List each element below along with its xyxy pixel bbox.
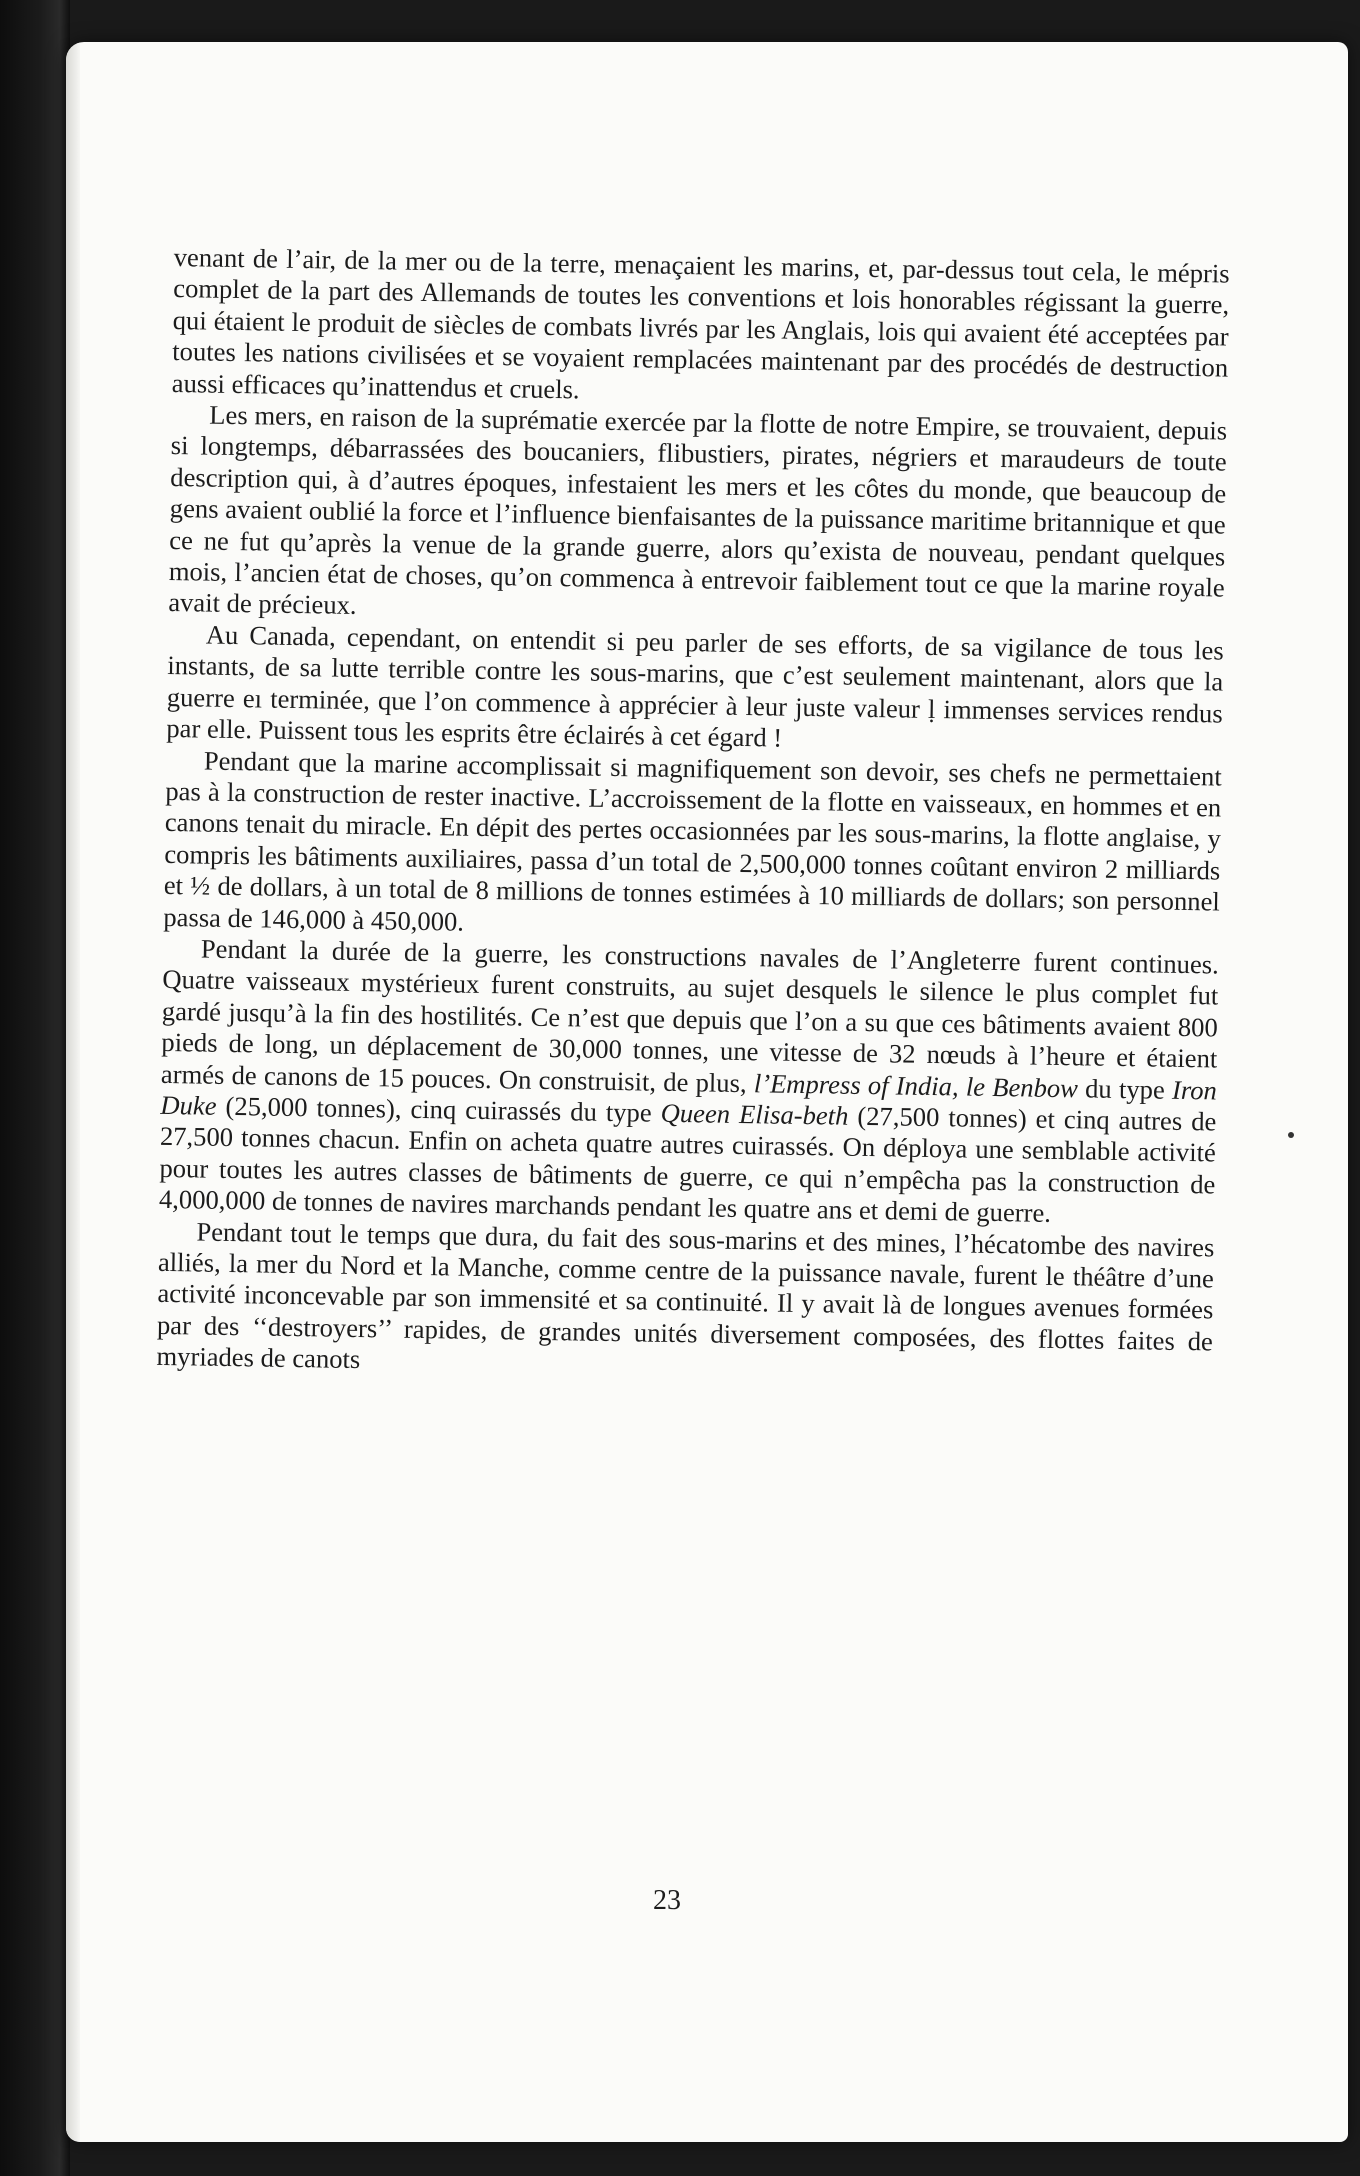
paragraph (163, 744, 1222, 949)
text-segment: (25,000 tonnes), cinq cuirassés du type (216, 1090, 661, 1128)
text-segment: Au Canada, cependant, on entendit si peu parler de ses efforts, de sa vigilance de tous les instants, de sa lutte terrible contre les sous-marins, que c’est seulement maintenant, alors que la guerre eı terminée, que l’on commence à apprécier à leur juste valeur ḷ immenses services rendus par elle. Puissent tous les esprits être éclairés à cet égard ! (166, 619, 1224, 753)
page-binding-edge (66, 42, 80, 2142)
paragraph (156, 1215, 1214, 1389)
text-segment: Pendant que la marine accomplissait si magnifiquement son devoir, ses chefs ne permettaient pas à la construction de rester inactive. L’accroissement de la flotte en vaisseaux, en hommes et en canons tenait du miracle. En dépit des pertes occasionnées par les sous-marins, la flotte anglaise, y compris les bâtiments auxiliaires, passa d’un total de 2,500,000 tonnes coûtant environ 2 milliards et ½ de dollars, à un total de 8 millions de tonnes estimées à 10 milliards de dollars; son personnel passa de 146,000 à 450,000. (163, 745, 1222, 937)
text-segment: Pendant tout le temps que dura, du fait des sous-marins et des mines, l’hécatombe des navires alliés, la mer du Nord et la Manche, comme centre de la puissance navale, furent le théâtre d’une activité inconcevable par son immensité et sa continuité. Il y avait là de longues avenues formées par des ‘‘destroyers’’ rapides, de grandes unités diversement composées, des flottes faites de myriades de canots (156, 1216, 1215, 1375)
paragraph (168, 399, 1227, 635)
italic-text-segment: Queen Elisa-beth (660, 1097, 849, 1131)
body-text (156, 242, 1230, 1389)
ink-speck (1288, 1132, 1294, 1138)
italic-text-segment: l’Empress of India, le Benbow (753, 1067, 1079, 1103)
page-number: 23 (653, 1885, 681, 1916)
text-segment: Les mers, en raison de la suprématie exercée par la flotte de notre Empire, se trouvaient, depuis si longtemps, débarrassées des boucaniers, flibustiers, pirates, négriers et maraudeurs de toute description qui, à d’autres époques, infestaient les mers et les côtes du monde, que beaucoup de gens avaient oublié la force et l’influence bienfaisantes de la puissance maritime britannique et que ce ne fut qu’après la venue de la grande guerre, alors qu’exista de nouveau, pendant quelques mois, l’ancien état de choses, qu’on commenca à entrevoir faiblement tout ce que la marine royale avait de précieux. (168, 399, 1228, 621)
text-segment: venant de l’air, de la mer ou de la terre, menaçaient les marins, et, par-dessus tout cela, le mépris complet de la part des Allemands de toutes les conventions et lois honorables régissant la guerre, qui étaient le produit de siècles de combats livrés par les Anglais, lois qui avaient été acceptées par toutes les nations civilisées et se voyaient remplacées maintenant par des procédés de destruction aussi efficaces qu’inattendus et cruels. (171, 242, 1230, 405)
paragraph (172, 242, 1230, 416)
italic-text-segment: Iron Duke (160, 1074, 1218, 1121)
text-segment: Pendant la durée de la guerre, les constructions navales de l’Angleterre furent continues. Quatre vaisseaux mystérieux furent construits, au sujet desquels le silence le plus complet fut gardé jusqu’à la fin des hostilités. Ce n’est que depuis que l’on a su que ces bâtiments avaient 800 pieds de long, un déplacement de 30,000 tonnes, une vitesse de 32 nœuds à l’heure et étaient armés de canons de 15 pouces. On construisit, de plus, (160, 933, 1220, 1098)
paragraph (166, 619, 1224, 761)
book-page (66, 42, 1348, 2142)
paragraph (159, 933, 1219, 1232)
text-segment: (27,500 tonnes) et cinq autres de 27,500 tonnes chacun. Enfin on acheta quatre autres cuirassés. On déploya une semblable activité pour toutes les autres classes de bâtiments de guerre, ce qui n’empêcha pas la construction de 4,000,000 de tonnes de navires marchands pendant les quatre ans et demi de guerre. (158, 1100, 1217, 1229)
scan-background-left (0, 0, 70, 2176)
text-segment: du type (1077, 1072, 1173, 1105)
